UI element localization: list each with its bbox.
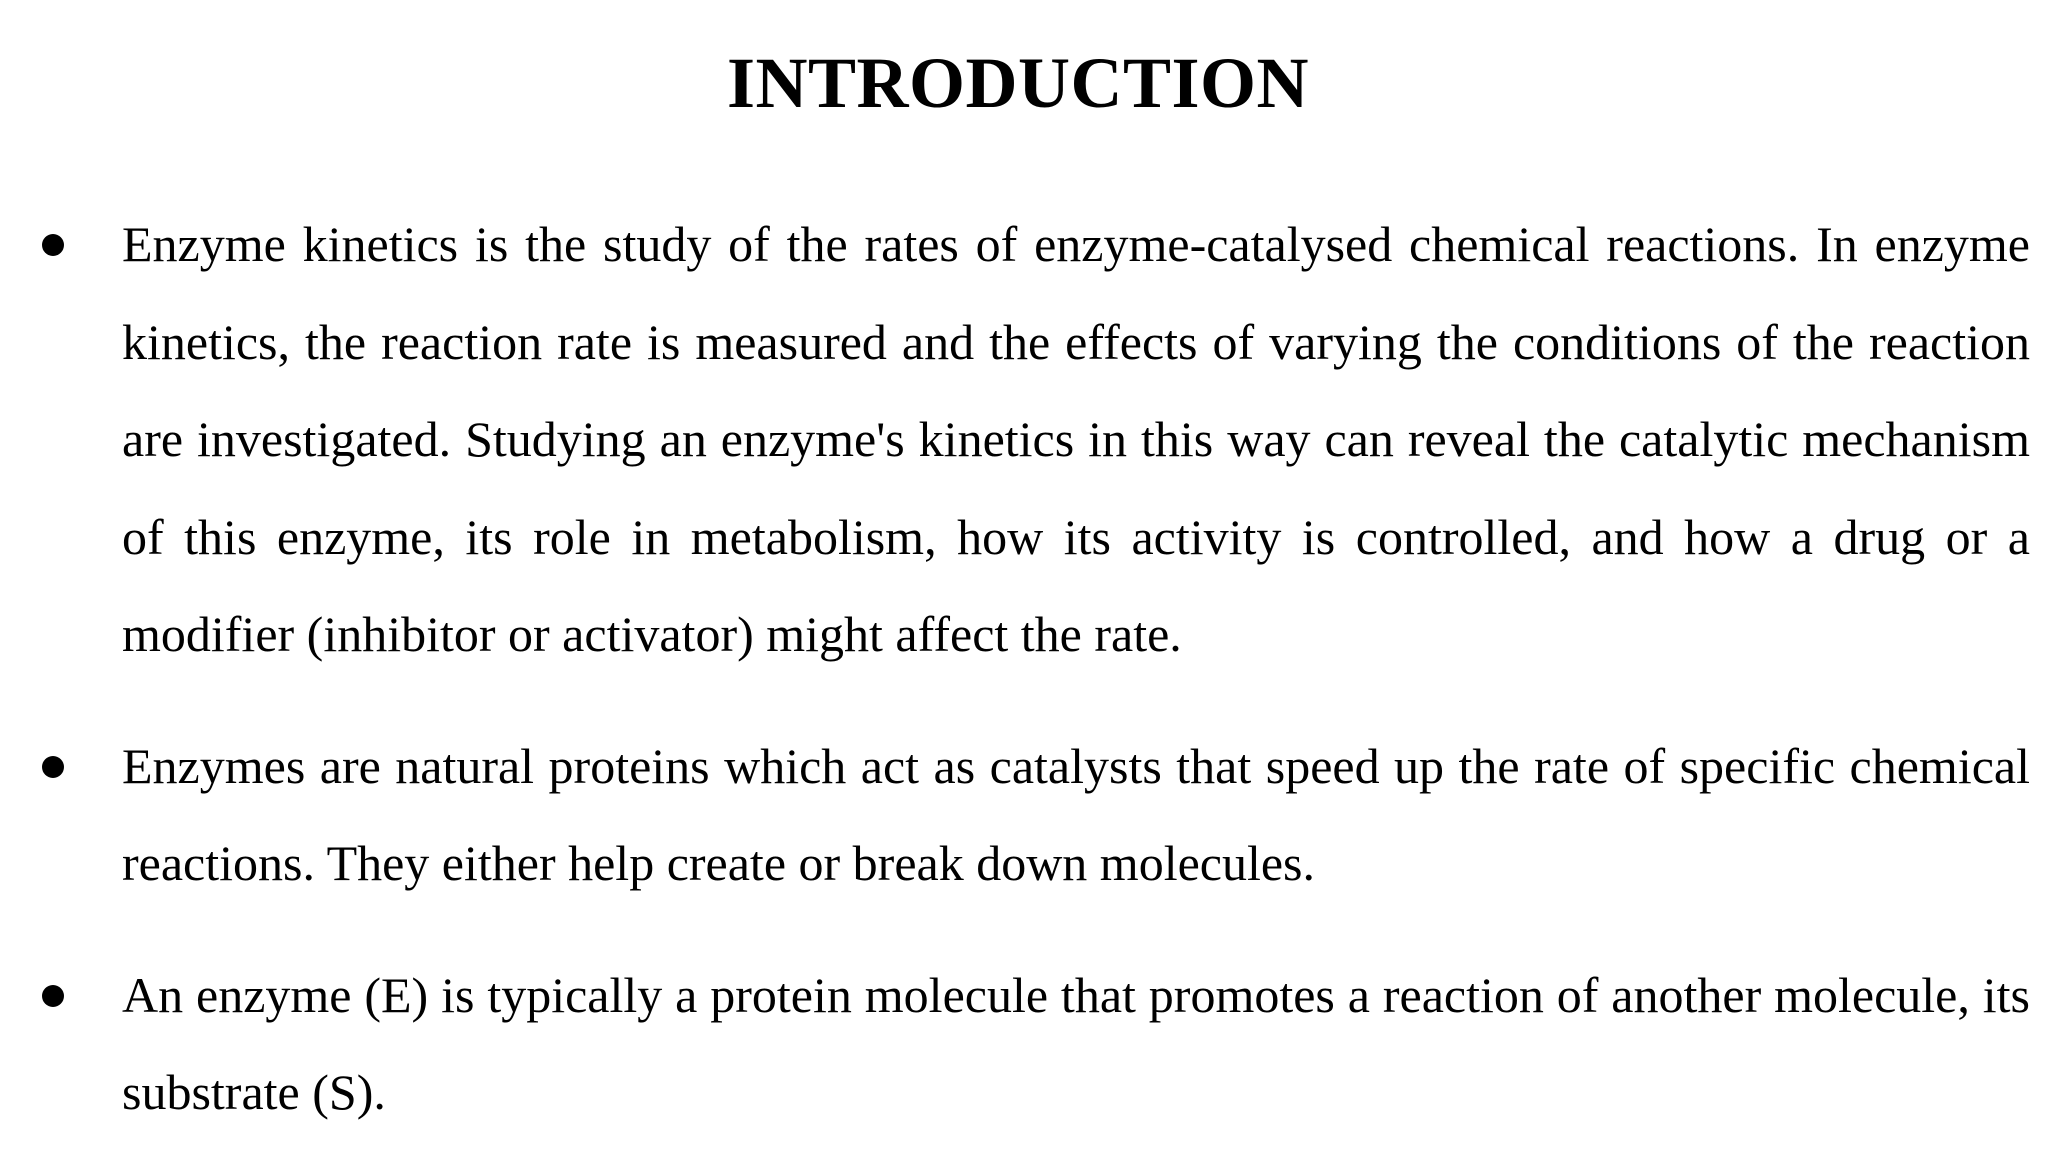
bullet-text: Enzyme kinetics is the study of the rates of enzyme-catalysed chemical reactions. In enzyme kinetics, the reaction rate is measured and the effects of varying the conditions of the reaction are investigated. Studying an enzyme's kinetics in this way can reveal the catalytic mechanism of this enzyme, its role in metabolism, how its activity is controlled, and how a drug or a modifier (inhibitor or activator) might affect the rate. <box>122 216 2030 662</box>
bullet-list <box>0 196 2048 1176</box>
bullet-item <box>0 947 2048 1142</box>
bullet-icon <box>42 234 64 256</box>
bullet-item <box>0 196 2048 684</box>
bullet-text: An enzyme (E) is typically a protein molecule that promotes a reaction of another molecule, its substrate (S). <box>122 966 2030 1120</box>
bullet-item <box>0 718 2048 913</box>
page-title: INTRODUCTION <box>726 43 1310 123</box>
bullet-icon <box>42 756 64 778</box>
bullet-text: Enzymes are natural proteins which act as catalysts that speed up the rate of specific chemical reactions. They either help create or break down molecules. <box>122 737 2030 891</box>
bullet-icon <box>42 985 64 1007</box>
